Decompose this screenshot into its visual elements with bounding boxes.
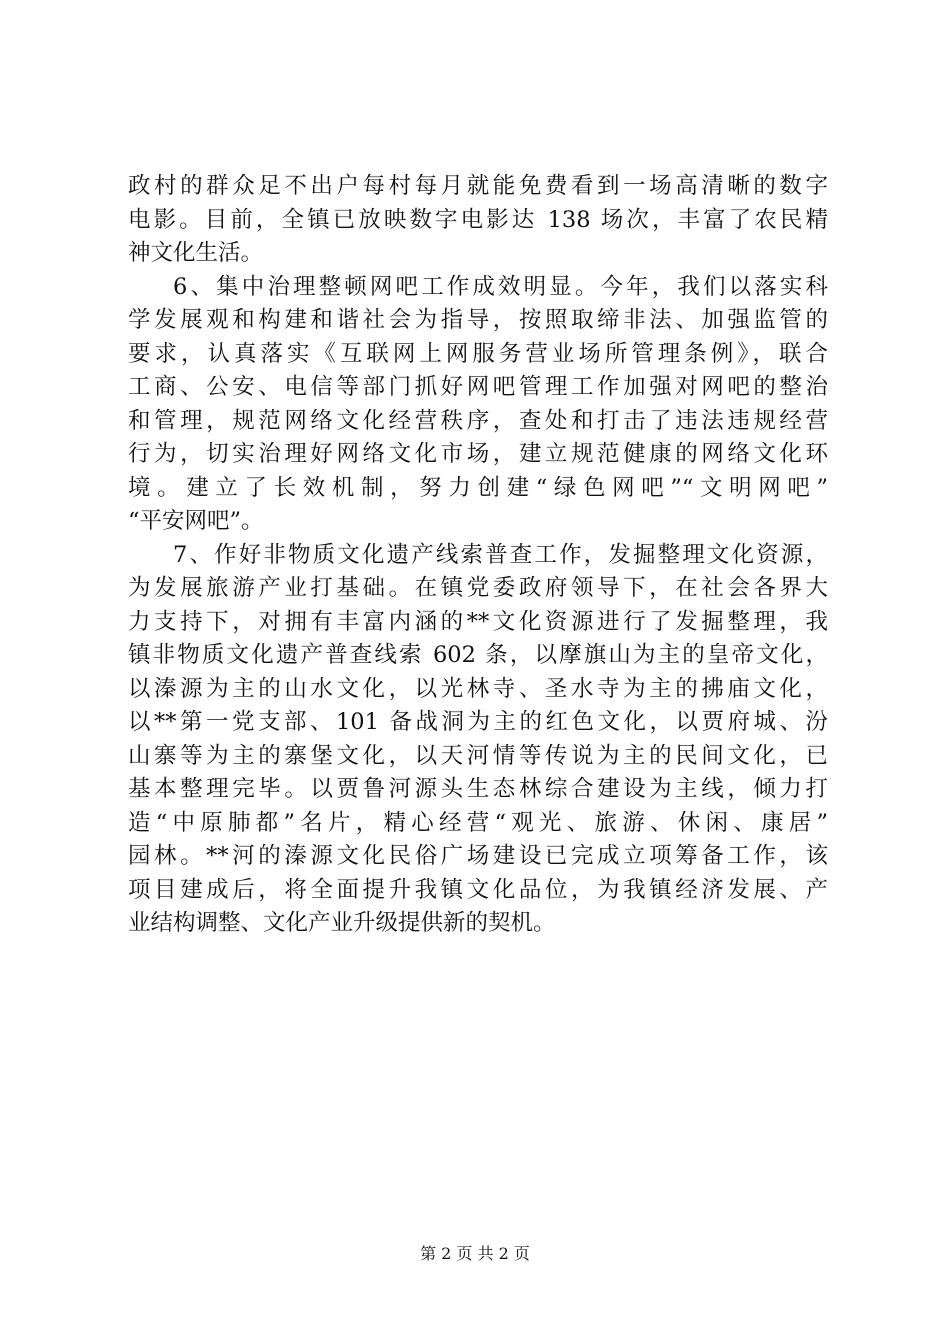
text-line: 神文化生活。 xyxy=(128,240,264,266)
text-line: 园林。**河的溱源文化民俗广场建设已完成立项筹备工作，该 xyxy=(128,843,828,869)
text-line: 项目建成后，将全面提升我镇文化品位，为我镇经济发展、产 xyxy=(128,876,828,903)
text-line: 工商、公安、电信等部门抓好网吧管理工作加强对网吧的整治 xyxy=(128,374,828,400)
text-line: 为发展旅游产业打基础。在镇党委政府领导下，在社会各界大 xyxy=(128,575,828,601)
text-line: 造“中原肺都”名片，精心经营“观光、旅游、休闲、康居” xyxy=(128,809,828,836)
text-line: 6、集中治理整顿网吧工作成效明显。今年，我们以落实科 xyxy=(173,273,828,300)
text-line: 政村的群众足不出户每村每月就能免费看到一场高清晰的数字 xyxy=(128,173,828,199)
text-line: 学发展观和构建和谐社会为指导，按照取缔非法、加强监管的 xyxy=(128,307,828,333)
text-line: 境。建立了长效机制，努力创建“绿色网吧”“文明网吧” xyxy=(128,474,828,501)
document-body xyxy=(128,170,828,941)
text-line: 以溱源为主的山水文化，以光林寺、圣水寺为主的拂庙文化， xyxy=(128,675,828,702)
text-line: 电影。目前，全镇已放映数字电影达 138 场次，丰富了农民精 xyxy=(128,206,828,233)
text-line: 基本整理完毕。以贾鲁河源头生态林综合建设为主线，倾力打 xyxy=(128,776,828,802)
text-line: 山寨等为主的寨堡文化，以天河情等传说为主的民间文化，已 xyxy=(128,742,828,769)
text-line: 力支持下，对拥有丰富内涵的**文化资源进行了发掘整理，我 xyxy=(128,608,828,635)
text-line: 镇非物质文化遗产普查线索 602 条，以摩旗山为主的皇帝文化， xyxy=(128,642,828,668)
text-line: “平安网吧”。 xyxy=(128,508,264,534)
text-line: 和管理，规范网络文化经营秩序，查处和打击了违法违规经营 xyxy=(128,407,828,434)
text-line: 业结构调整、文化产业升级提供新的契机。 xyxy=(128,910,556,936)
page-footer: 第 2 页 共 2 页 xyxy=(420,1244,530,1263)
text-line: 7、作好非物质文化遗产线索普查工作，发掘整理文化资源， xyxy=(173,541,828,568)
text-line: 行为，切实治理好网络文化市场，建立规范健康的网络文化环 xyxy=(128,441,828,467)
text-line: 要求，认真落实《互联网上网服务营业场所管理条例》，联合 xyxy=(128,340,828,367)
text-line: 以**第一党支部、101 备战洞为主的红色文化，以贾府城、汾 xyxy=(128,709,828,735)
